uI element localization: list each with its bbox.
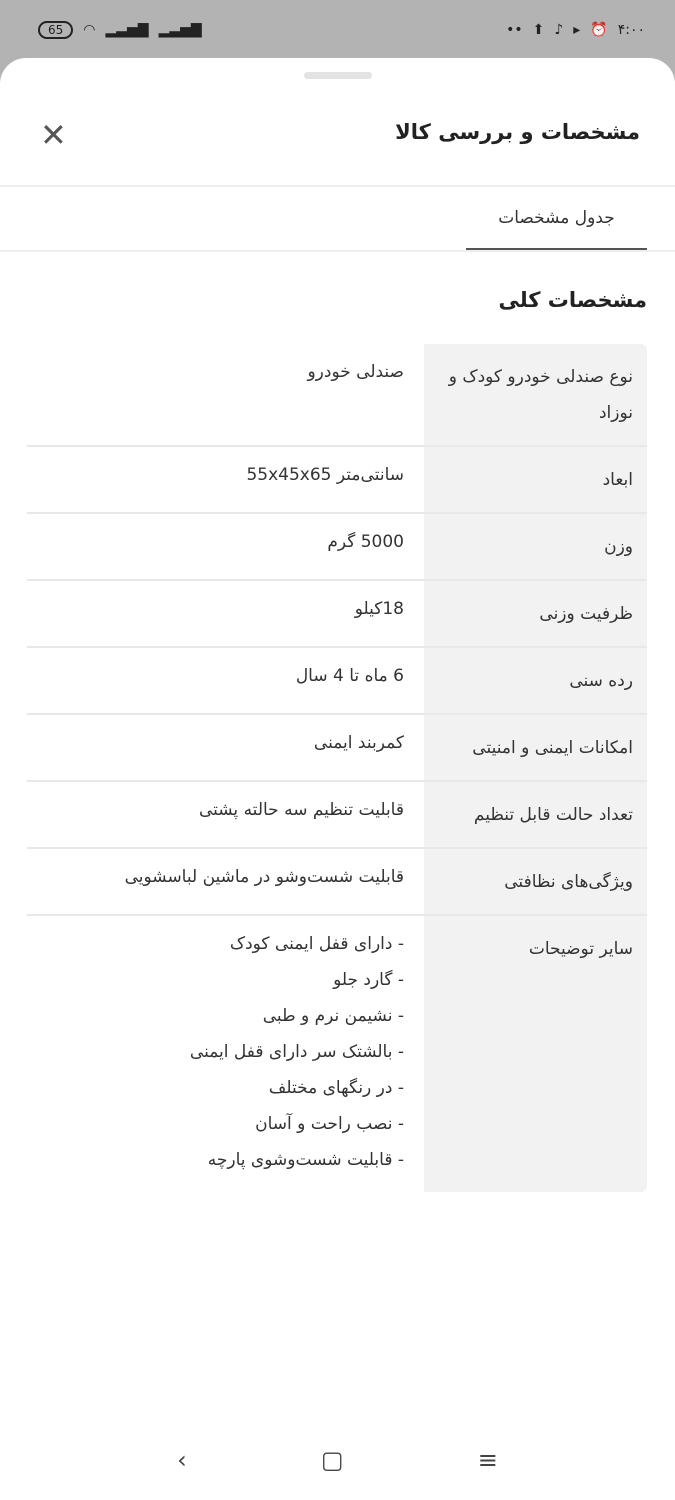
- clock: ۴:۰۰: [617, 22, 645, 38]
- spec-value: سانتی‌متر 55x45x65: [246, 465, 404, 485]
- divider: [0, 250, 675, 252]
- table-row: [27, 648, 647, 715]
- table-row: [27, 581, 647, 648]
- list-item: - دارای قفل ایمنی کودک: [229, 934, 404, 954]
- tiktok-icon: ♪: [554, 22, 564, 38]
- upload-icon: ⬆: [532, 22, 545, 38]
- spec-label: امکانات ایمنی و امنیتی: [424, 715, 647, 780]
- alarm-icon: ⏰: [590, 22, 608, 38]
- table-row: [27, 447, 647, 514]
- spec-value: 18کیلو: [354, 599, 404, 619]
- spec-value: 6 ماه تا 4 سال: [295, 666, 404, 686]
- list-item: - قابلیت شست‌وشوی پارچه: [207, 1150, 404, 1170]
- bottom-sheet: [0, 58, 675, 1500]
- drag-handle[interactable]: [304, 72, 372, 79]
- wifi-icon: ◠: [83, 22, 96, 38]
- table-row: [27, 849, 647, 916]
- sheet-title: مشخصات و بررسی کالا: [395, 120, 640, 144]
- menu-icon[interactable]: ≡: [477, 1446, 498, 1474]
- signal-icon: ▂▃▅▇: [158, 22, 202, 38]
- spec-label: سایر توضیحات: [424, 916, 647, 1192]
- spec-label: ابعاد: [424, 447, 647, 512]
- spec-value: قابلیت شست‌وشو در ماشین لباسشویی: [124, 867, 404, 887]
- table-row: [27, 514, 647, 581]
- status-bar: [0, 0, 675, 60]
- spec-label: رده سنی: [424, 648, 647, 713]
- dots-icon: ••: [506, 22, 523, 38]
- table-row: [27, 916, 647, 1192]
- spec-label: ویژگی‌های نظافتی: [424, 849, 647, 914]
- list-item: - گارد جلو: [333, 970, 404, 990]
- spec-label: تعداد حالت قابل تنظیم: [424, 782, 647, 847]
- specs-table: [27, 344, 647, 1192]
- list-item: - نشیمن نرم و طبی: [262, 1006, 404, 1026]
- signal-icon: ▂▃▅▇: [105, 22, 149, 38]
- spec-value: 5000 گرم: [327, 532, 404, 552]
- spec-label: وزن: [424, 514, 647, 579]
- divider: [0, 185, 675, 187]
- battery-indicator: 65: [38, 21, 73, 39]
- spec-value: قابلیت تنظیم سه حالته پشتی: [198, 800, 404, 820]
- list-item: - نصب راحت و آسان: [255, 1114, 404, 1134]
- spec-label: نوع صندلی خودرو کودک و نوزاد: [424, 344, 647, 445]
- list-item: - در رنگهای مختلف: [268, 1078, 404, 1098]
- home-icon[interactable]: ▢: [320, 1446, 344, 1474]
- tab-specs-table[interactable]: جدول مشخصات: [466, 208, 647, 250]
- close-icon[interactable]: ✕: [40, 116, 67, 154]
- spec-value-list: [27, 916, 424, 1192]
- play-icon: ▸: [573, 22, 581, 38]
- spec-label: ظرفیت وزنی: [424, 581, 647, 646]
- spec-value: کمربند ایمنی: [313, 733, 404, 753]
- section-title: مشخصات کلی: [498, 288, 647, 312]
- table-row: [27, 344, 647, 447]
- table-row: [27, 715, 647, 782]
- list-item: - بالشتک سر دارای قفل ایمنی: [189, 1042, 404, 1062]
- table-row: [27, 782, 647, 849]
- nav-bar: [0, 1420, 675, 1500]
- back-icon[interactable]: ‹: [177, 1446, 187, 1474]
- spec-value: صندلی خودرو: [307, 362, 404, 382]
